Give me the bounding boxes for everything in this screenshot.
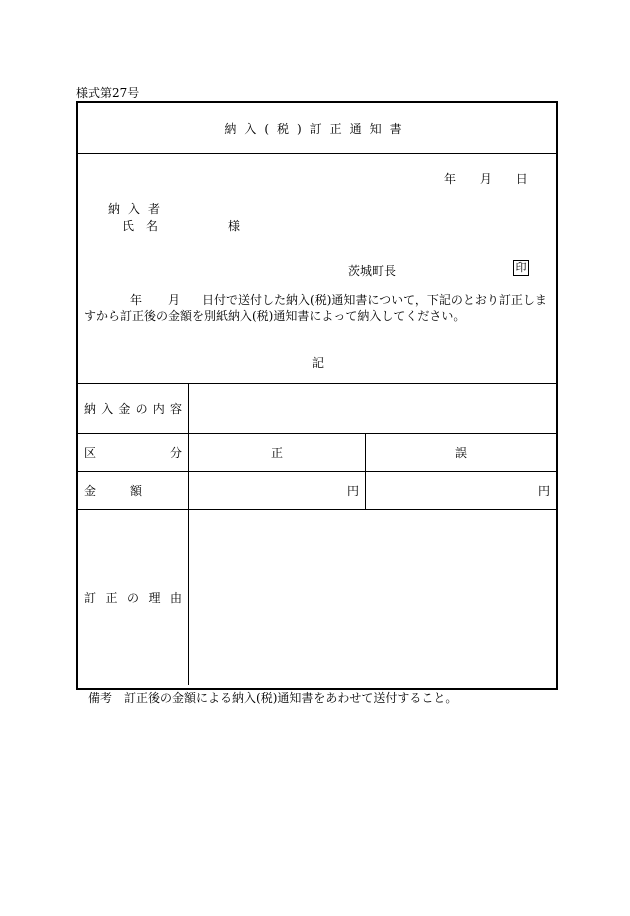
body-text: 日付で送付した納入(税)通知書について，下記のとおり訂正しますから訂正後の金額を別紙納入(税)通知書によって納入してください。 — [84, 293, 547, 323]
form-title: 納入(税)訂正通知書 — [78, 103, 556, 154]
date-month-label: 月 — [479, 172, 492, 186]
wrong-amount-cell[interactable]: 円 — [366, 472, 557, 510]
char: 区 — [84, 446, 97, 460]
body-year: 年 — [130, 293, 143, 307]
notice-form — [76, 101, 558, 690]
content-label — [84, 400, 182, 417]
char: 金 — [118, 402, 131, 416]
char: の — [135, 402, 148, 416]
char: 訂 — [84, 591, 97, 605]
category-label — [84, 444, 182, 461]
correct-header: 正 — [189, 434, 366, 472]
char: 金 — [84, 484, 97, 498]
char: 由 — [169, 591, 182, 605]
remarks-head: 備考 — [88, 691, 113, 705]
date-field — [444, 170, 528, 187]
table-row — [78, 434, 556, 472]
char: 額 — [129, 484, 142, 498]
payer-label: 納入者 — [108, 202, 169, 216]
char: 分 — [169, 446, 182, 460]
name-label: 氏名 — [122, 219, 171, 233]
correct-amount-cell[interactable]: 円 — [189, 472, 366, 510]
amount-label — [84, 482, 182, 499]
correction-table — [78, 383, 556, 685]
content-value-cell[interactable] — [189, 384, 557, 434]
body-month: 月 — [168, 293, 181, 307]
amount-label-cell — [78, 472, 189, 510]
date-year-label: 年 — [444, 172, 457, 186]
char: 理 — [148, 591, 161, 605]
reason-value-cell[interactable] — [189, 510, 557, 686]
issuer-name: 茨城町長 — [348, 264, 397, 278]
category-label-cell — [78, 434, 189, 472]
remarks — [88, 689, 457, 706]
remarks-text: 訂正後の金額による納入(税)通知書をあわせて送付すること。 — [124, 691, 458, 705]
notice-body — [84, 292, 554, 324]
table-row — [78, 472, 556, 510]
char: 入 — [101, 402, 114, 416]
content-label-cell — [78, 384, 189, 434]
char: の — [126, 591, 139, 605]
ki-mark: 記 — [312, 356, 325, 370]
honorific: 様 — [228, 219, 241, 233]
reason-label — [84, 589, 182, 606]
char: 納 — [84, 402, 97, 416]
char: 容 — [169, 402, 182, 416]
form-number: 様式第27号 — [76, 86, 140, 100]
wrong-header: 誤 — [366, 434, 557, 472]
seal-mark: 印 — [513, 260, 529, 276]
table-row — [78, 384, 556, 434]
char: 正 — [105, 591, 118, 605]
char: 内 — [152, 402, 165, 416]
table-row — [78, 510, 556, 686]
reason-label-cell — [78, 510, 189, 686]
date-day-label: 日 — [515, 172, 528, 186]
